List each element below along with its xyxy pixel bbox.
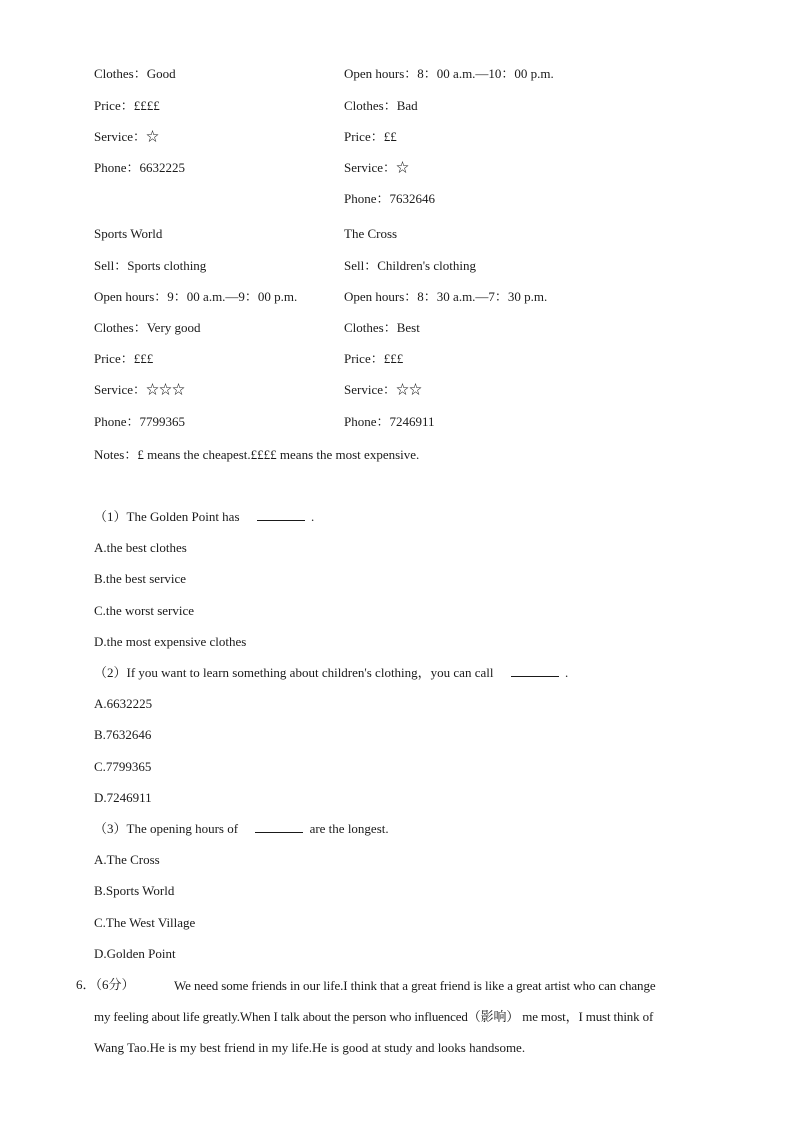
sports-world-name: Sports World (94, 226, 163, 241)
answer-blank (511, 665, 559, 677)
question-2-option-c: C.7799365 (94, 759, 152, 774)
golden-point-clothes: Clothes：Good (94, 66, 176, 81)
golden-point-service: Service：☆ (94, 129, 159, 144)
answer-blank (257, 509, 305, 521)
question-2-stem: （2）If you want to learn something about children's clothing，you can call (94, 665, 494, 680)
question-1-option-d: D.the most expensive clothes (94, 634, 247, 649)
question-2-option-a: A.6632225 (94, 696, 153, 711)
sports-world-hours: Open hours：9：00 a.m.—9：00 p.m. (94, 289, 298, 304)
question-2-stem-end: . (564, 665, 569, 680)
west-village-phone: Phone：7632646 (344, 191, 436, 206)
west-village-price: Price：££ (344, 129, 397, 144)
question-2-option-b: B.7632646 (94, 727, 152, 742)
passage-line-1: We need some friends in our life.I think that a great friend is like a great artist who can change (174, 978, 656, 993)
the-cross-clothes: Clothes：Best (344, 320, 420, 335)
question-1-option-a: A.the best clothes (94, 540, 187, 555)
west-village-clothes: Clothes：Bad (344, 98, 418, 113)
the-cross-price: Price：£££ (344, 351, 404, 366)
sports-world-price: Price：£££ (94, 351, 154, 366)
question-6-number: 6． (76, 977, 96, 992)
west-village-hours: Open hours：8：00 a.m.—10：00 p.m. (344, 66, 554, 81)
question-3-stem-end: are the longest. (309, 821, 389, 836)
sports-world-sell: Sell：Sports clothing (94, 258, 207, 273)
sports-world-phone: Phone：7799365 (94, 414, 186, 429)
golden-point-price: Price：££££ (94, 98, 160, 113)
question-3-option-c: C.The West Village (94, 915, 196, 930)
passage-line-2: my feeling about life greatly.When I talk about the person who influenced（影响） me most，I must think of (94, 1009, 654, 1024)
answer-blank (255, 821, 303, 833)
question-2 (94, 665, 568, 681)
question-1-option-c: C.the worst service (94, 603, 195, 618)
price-notes: Notes：£ means the cheapest.££££ means the most expensive. (94, 447, 420, 462)
golden-point-phone: Phone：6632225 (94, 160, 186, 175)
sports-world-clothes: Clothes：Very good (94, 320, 201, 335)
question-1-stem: （1）The Golden Point has (94, 509, 240, 524)
question-1-option-b: B.the best service (94, 571, 187, 586)
the-cross-hours: Open hours：8：30 a.m.—7：30 p.m. (344, 289, 548, 304)
west-village-service: Service：☆ (344, 160, 409, 175)
the-cross-sell: Sell：Children's clothing (344, 258, 476, 273)
question-3 (94, 821, 389, 837)
question-1 (94, 509, 314, 525)
the-cross-name: The Cross (344, 226, 398, 241)
question-2-option-d: D.7246911 (94, 790, 152, 805)
question-3-stem: （3）The opening hours of (94, 821, 239, 836)
reading-passage (94, 970, 720, 1063)
question-3-option-b: B.Sports World (94, 883, 175, 898)
the-cross-phone: Phone：7246911 (344, 414, 435, 429)
passage-line-3: Wang Tao.He is my best friend in my life.He is good at study and looks handsome. (94, 1040, 526, 1055)
the-cross-service: Service：☆☆ (344, 382, 422, 397)
question-6-score: （6分） (95, 977, 135, 992)
question-3-option-d: D.Golden Point (94, 946, 176, 961)
question-1-stem-end: . (311, 509, 315, 524)
question-3-option-a: A.The Cross (94, 852, 160, 867)
sports-world-service: Service：☆☆☆ (94, 382, 185, 397)
